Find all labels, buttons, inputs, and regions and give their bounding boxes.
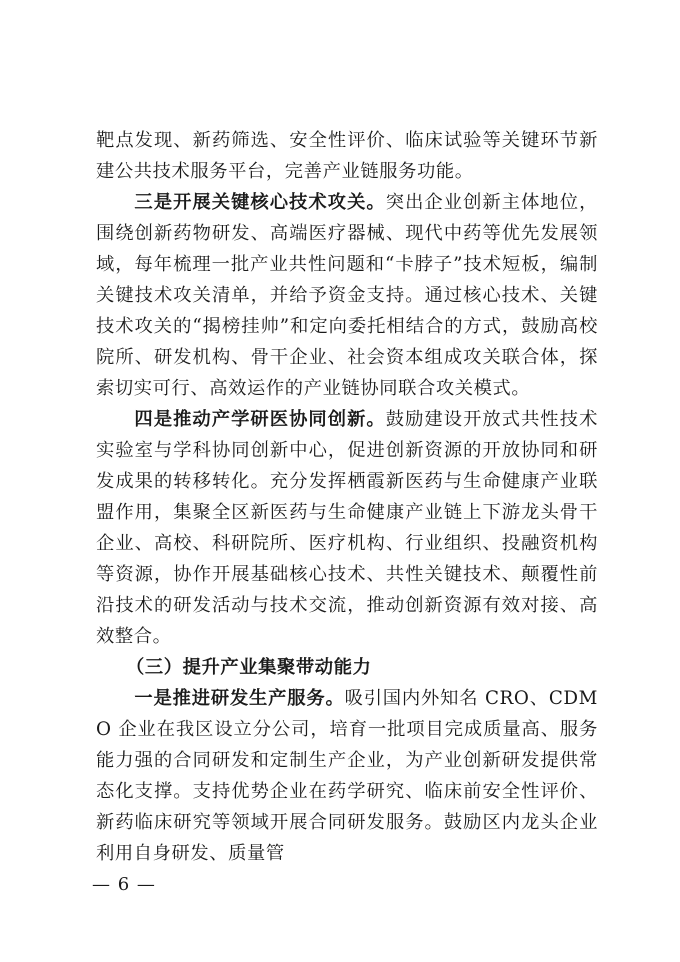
paragraph-text: 吸引国内外知名 CRO、CDMO 企业在我区设立分公司，培育一批项目完成质量高、服务能力强的合同研发和定制生产企业，为产业创新研发提供常态化支撑。支持优势企业在药学研究、临床前安全性评价、新药临床研究等领域开展合同研发服务。鼓励区内龙头企业利用自身研发、质量管 [96, 688, 598, 864]
paragraph-collaborative-innovation [96, 404, 598, 652]
paragraph-lead: 一是推进研发生产服务。 [134, 688, 345, 709]
paragraph-lead: 四是推动产学研医协同创新。 [134, 409, 386, 430]
paragraph-tech-breakthrough [96, 187, 598, 404]
page-number: — 6 — [92, 874, 156, 895]
paragraph-text: 鼓励建设开放式共性技术实验室与学科协同创新中心，促进创新资源的开放协同和研发成果的转移转化。充分发挥栖霞新医药与生命健康产业联盟作用，集聚全区新医药与生命健康产业链上下游龙头骨干企业、高校、科研院所、医疗机构、行业组织、投融资机构等资源，协作开展基础核心技术、共性关键技术、颠覆性前沿技术的研发活动与技术交流，推动创新资源有效对接、高效整合。 [96, 409, 598, 647]
section-heading: （三）提升产业集聚带动能力 [126, 657, 372, 678]
paragraph-text: 靶点发现、新药筛选、安全性评价、临床试验等关键环节新建公共技术服务平台，完善产业链服务功能。 [96, 130, 598, 182]
paragraph-text: 突出企业创新主体地位，围绕创新药物研发、高端医疗器械、现代中药等优先发展领域，每年梳理一批产业共性问题和“卡脖子”技术短板，编制关键技术攻关清单，并给予资金支持。通过核心技术、关键技术攻关的“揭榜挂帅”和定向委托相结合的方式，鼓励高校院所、研发机构、骨干企业、社会资本组成攻关联合体，探索切实可行、高效运作的产业链协同联合攻关模式。 [96, 192, 598, 399]
document-body [96, 125, 598, 869]
paragraph-lead: 三是开展关键核心技术攻关。 [134, 192, 386, 213]
paragraph-rd-production [96, 683, 598, 869]
paragraph-continuation [96, 125, 598, 187]
